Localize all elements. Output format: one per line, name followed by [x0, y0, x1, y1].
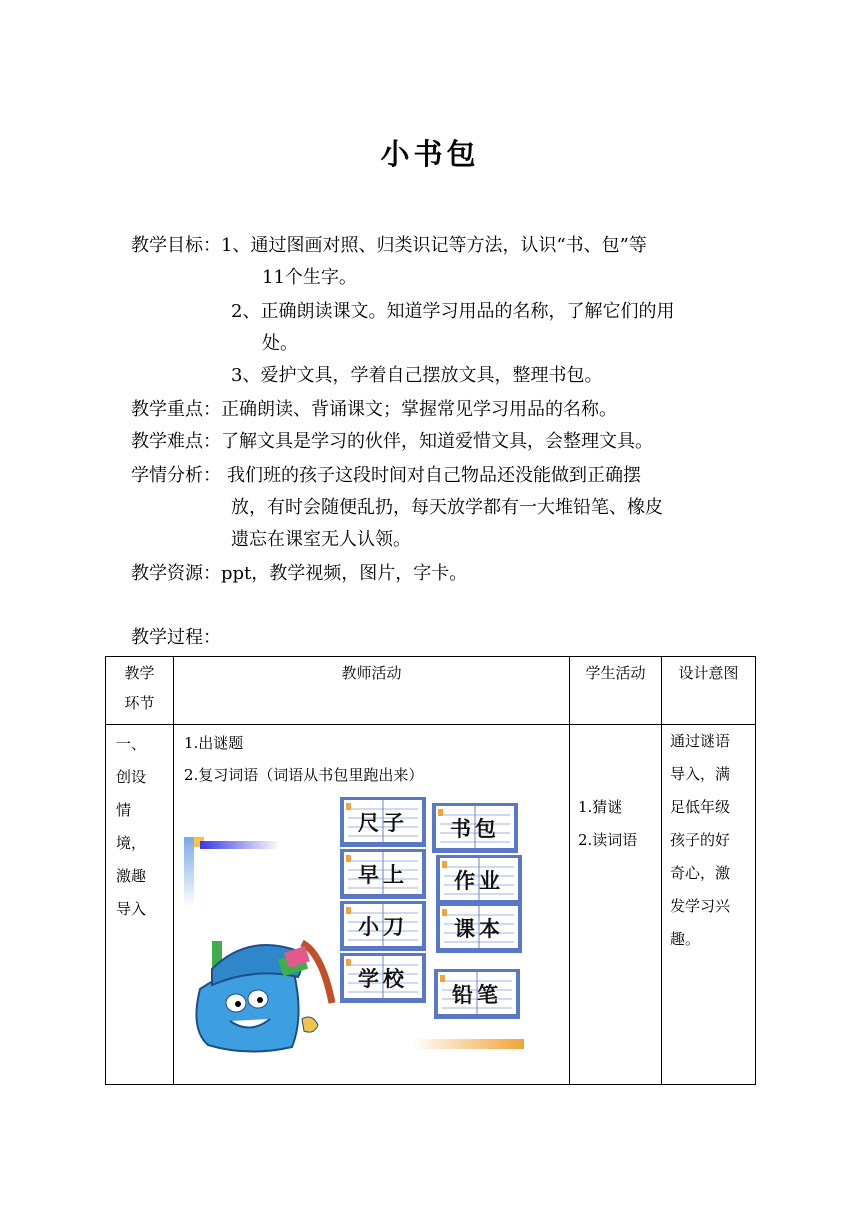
word-card — [436, 855, 522, 905]
key-points — [131, 393, 617, 426]
intent-line: 发学习兴 — [670, 897, 731, 915]
word-card-illustration — [182, 793, 532, 1055]
word-card-text: 课本 — [454, 917, 504, 941]
process-table — [105, 656, 756, 1085]
difficulties — [131, 425, 653, 458]
process-label: 教学过程： — [131, 627, 221, 648]
word-card-text: 书包 — [450, 817, 500, 841]
analysis-text-1: 我们班的孩子这段时间对自己物品还没能做到正确摆 — [227, 465, 641, 486]
word-card-text: 小刀 — [358, 915, 408, 939]
word-card — [432, 803, 518, 853]
word-card — [434, 969, 520, 1019]
intent-line: 通过谜语 — [670, 732, 731, 750]
word-card-text: 学校 — [358, 967, 408, 991]
word-card — [340, 953, 426, 1003]
table-header-row — [106, 657, 756, 725]
word-card — [436, 903, 522, 953]
stage-line: 一、 — [116, 735, 147, 753]
key-points-label: 教学重点： — [131, 399, 221, 420]
stage-line: 创设 — [116, 768, 147, 786]
student-line: 2.读词语 — [578, 831, 638, 849]
word-card-text: 早上 — [358, 863, 408, 887]
objectives-label: 教学目标： — [131, 235, 221, 256]
word-card-text: 铅笔 — [452, 983, 502, 1007]
intent-cell — [662, 725, 756, 1085]
analysis-line3: 遗忘在课室无人认领。 — [231, 529, 411, 550]
word-card — [340, 849, 426, 899]
header-stage — [106, 657, 174, 725]
key-points-text: 正确朗读、背诵课文；掌握常见学习用品的名称。 — [221, 399, 617, 420]
analysis-line1 — [131, 459, 641, 492]
vertical-gradient-bar — [184, 837, 194, 907]
analysis-label: 学情分析： — [131, 465, 221, 486]
word-card — [340, 901, 426, 951]
analysis-line2: 放，有时会随便乱扔，每天放学都有一大堆铅笔、橡皮 — [231, 497, 663, 518]
table-row — [106, 725, 756, 1085]
objective-1-line2: 11个生字。 — [262, 267, 357, 288]
word-card — [340, 797, 426, 847]
stage-cell — [106, 725, 174, 1085]
objective-2-line2: 处。 — [262, 333, 298, 354]
objective-1-text: 1、通过图画对照、归类识记等方法，认识“书、包”等 — [221, 235, 647, 256]
word-card-text: 尺子 — [358, 811, 408, 835]
header-student: 学生活动 — [570, 657, 662, 725]
student-line: 1.猜谜 — [578, 798, 623, 816]
teacher-line: 2.复习词语（词语从书包里跑出来） — [184, 766, 424, 784]
intent-line: 奇心，激 — [670, 864, 731, 882]
teacher-line: 1.出谜题 — [184, 734, 244, 752]
bottom-gradient-bar — [412, 1039, 524, 1049]
student-cell — [570, 725, 662, 1085]
intent-line: 趣。 — [670, 930, 701, 948]
page-title: 小书包 — [380, 137, 480, 171]
intent-line: 孩子的好 — [670, 831, 731, 849]
stage-line: 导入 — [116, 900, 147, 918]
backpack-icon — [196, 941, 332, 1052]
resources — [131, 557, 467, 590]
teacher-cell — [174, 725, 570, 1085]
header-teacher: 教师活动 — [174, 657, 570, 725]
header-stage-line1: 教学 — [124, 664, 155, 682]
difficulties-label: 教学难点： — [131, 431, 221, 452]
objective-3-line1: 3、爱护文具，学着自己摆放文具，整理书包。 — [231, 365, 603, 386]
intent-line: 足低年级 — [670, 798, 731, 816]
stage-line: 激趣 — [116, 867, 147, 885]
resources-text: ppt，教学视频，图片，字卡。 — [221, 563, 468, 584]
intent-line: 导入，满 — [670, 765, 731, 783]
header-stage-line2: 环节 — [124, 694, 155, 712]
objective-2-line1: 2、正确朗读课文。知道学习用品的名称，了解它们的用 — [231, 301, 675, 322]
difficulties-text: 了解文具是学习的伙伴，知道爱惜文具，会整理文具。 — [221, 431, 653, 452]
word-card-text: 作业 — [454, 869, 504, 893]
objective-1-line1 — [131, 229, 647, 262]
stage-line: 境， — [116, 834, 147, 852]
stage-line: 情 — [116, 801, 132, 819]
horizontal-gradient-bar — [200, 841, 280, 849]
resources-label: 教学资源： — [131, 563, 221, 584]
header-intent: 设计意图 — [662, 657, 756, 725]
